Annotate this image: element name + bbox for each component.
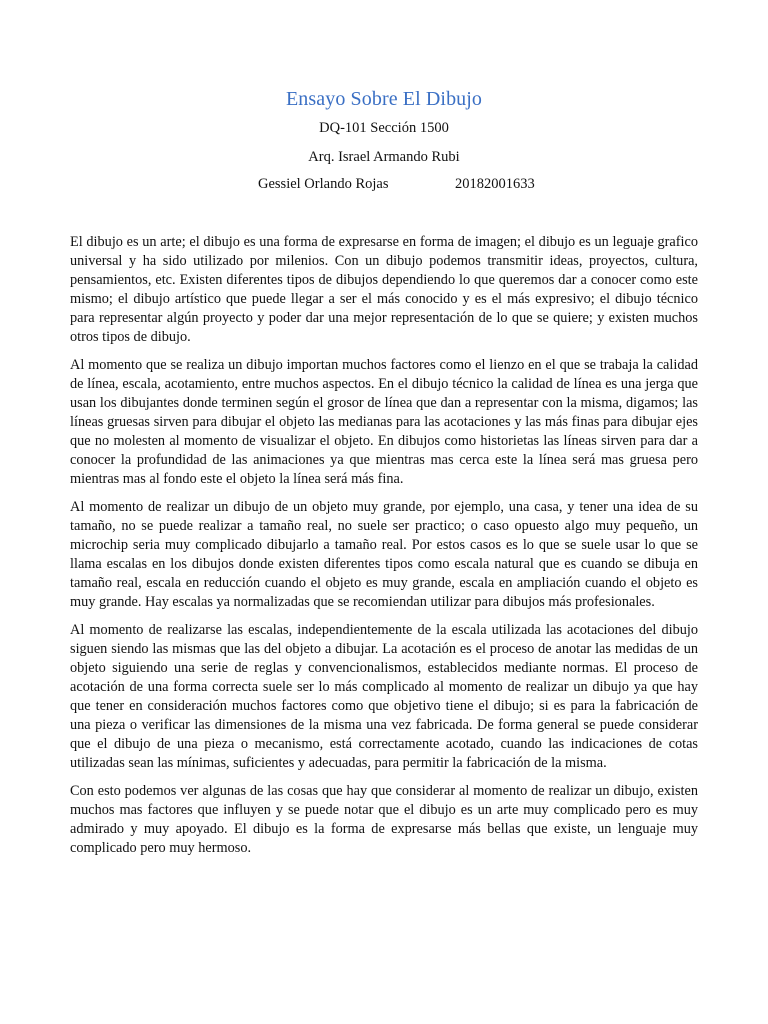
- course-section: DQ-101 Sección 1500: [319, 120, 449, 136]
- student-id: 20182001633: [455, 176, 535, 192]
- paragraph: Con esto podemos ver algunas de las cosas que hay que considerar al momento de realizar un dibujo, existen muchos mas factores que influyen y se puede notar que el dibujo es un arte muy complicado pero es muy admirado y muy apoyado. El dibujo es la forma de expresarse más bellas que existe, un lenguaje muy complicado pero muy hermoso.: [70, 783, 698, 856]
- document-title: Ensayo Sobre El Dibujo: [285, 88, 483, 110]
- essay-body: [70, 233, 698, 867]
- paragraph: Al momento que se realiza un dibujo importan muchos factores como el lienzo en el que se trabaja la calidad de línea, escala, acotamiento, entre muchos aspectos. En el dibujo técnico la calidad de línea es una jerga que usan los dibujantes donde terminen según el grosor de línea que dan a representar con la misma, digamos; las líneas gruesas sirven para dibujar el objeto las medianas para las acotaciones y las más finas para dibujar ejes que no molesten al momento de visualizar el objeto. En dibujos como historietas las líneas sirven para dar a conocer la profundidad de las animaciones ya que mientras mas cerca este la línea será mas gruesa pero mientras mas al fondo este el objeto la línea será más fina.: [70, 357, 698, 487]
- paragraph: Al momento de realizarse las escalas, independientemente de la escala utilizada las acotaciones del dibujo siguen siendo las mismas que las del objeto a dibujar. La acotación es el proceso de anotar las medidas de un objeto siguiendo una serie de reglas y convencionalismos, establecidos mediante normas. El proceso de acotación de una forma correcta suele ser lo más complicado al momento de realizar un dibujo ya que hay que tener en consideración muchos factores como que objetivo tiene el dibujo; si es para la fabricación de una pieza o verificar las dimensiones de la misma una vez fabricada. De forma general se puede considerar que el dibujo de una pieza o mecanismo, está correctamente acotado, cuando las indicaciones de cotas utilizadas sean las mínimas, suficientes y adecuadas, para permitir la fabricación de la misma.: [70, 622, 698, 771]
- professor-name: Arq. Israel Armando Rubi: [308, 149, 460, 165]
- paragraph: El dibujo es un arte; el dibujo es una forma de expresarse en forma de imagen; el dibujo es un leguaje grafico universal y ha sido utilizado por milenios. Con un dibujo podemos transmitir ideas, proyectos, cultura, pensamientos, etc. Existen diferentes tipos de dibujos dependiendo lo que queremos dar a conocer como este mismo; el dibujo artístico que puede llegar a ser el más conocido y es el más expresivo; el dibujo técnico para representar algún proyecto y poder dar una mejor representación de lo que se quiere; y existen muchos otros tipos de dibujo.: [70, 234, 698, 345]
- paragraph: Al momento de realizar un dibujo de un objeto muy grande, por ejemplo, una casa, y tener una idea de su tamaño, no se puede realizar a tamaño real, no suele ser practico; o caso opuesto algo muy pequeño, un microchip seria muy complicado dibujarlo a tamaño real. Por estos casos es lo que se suele usar lo que se llama escalas en los dibujos donde existen diferentes tipos como escala natural que es cuando se dibuja en tamaño real, escala en reducción cuando el objeto es muy grande, escala en ampliación cuando el objeto es muy grande. Hay escalas ya normalizadas que se recomiendan utilizar para dibujos más profesionales.: [70, 499, 698, 610]
- author-name: Gessiel Orlando Rojas: [258, 176, 389, 192]
